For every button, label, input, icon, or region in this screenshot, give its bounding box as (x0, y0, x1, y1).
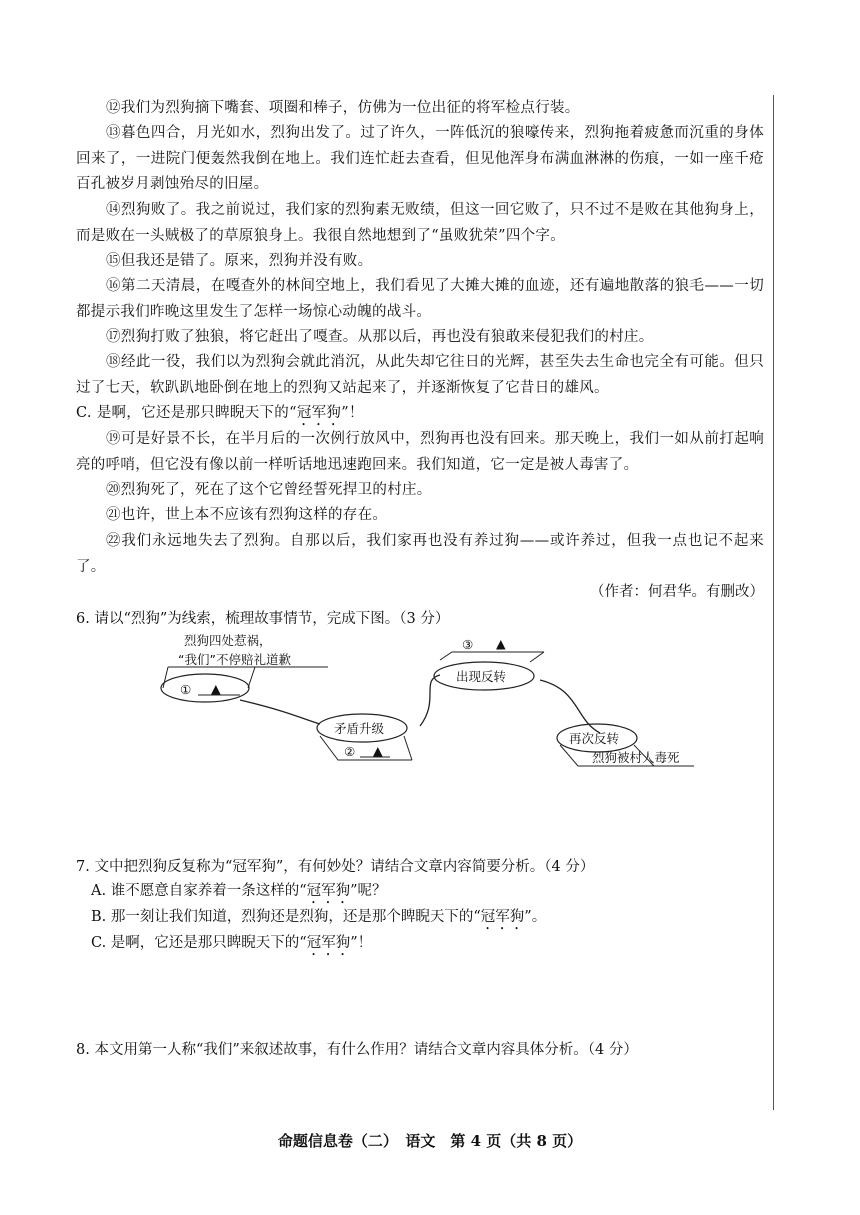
option-a-end: ”呢？ (350, 883, 387, 899)
question-6-prompt: 6. 请以“烈狗”为线索，梳理故事情节，完成下图。（3 分） (76, 611, 450, 627)
paragraph-17: ⑰烈狗打败了独狼，将它赶出了嘎查。从那以后，再也没有狼敢来侵犯我们的村庄。 (106, 329, 654, 345)
plot-line (240, 675, 600, 733)
page-footer: 命题信息卷（二） 语文 第 4 页（共 8 页） (277, 1132, 583, 1150)
question-8-prompt: 8. 本文用第一人称“我们”来叙述故事，有什么作用？请结合文章内容具体分析。（4 分） (76, 1042, 638, 1058)
paragraph-18: ⑱经此一役，我们以为烈狗会就此消沉，从此失却它往日的光辉，甚至失去生命也完全有可能。但只过了七天，软趴趴地卧倒在地上的烈狗又站起来了，并逐渐恢复了它昔日的雄风。 (76, 354, 764, 396)
q7-option-a (91, 880, 387, 907)
option-b-term: 冠军狗 (480, 909, 525, 925)
q7-option-b (91, 906, 546, 933)
author-credit: （作者：何君华。有删改） (590, 584, 764, 600)
node-1-number: ① (180, 682, 192, 697)
option-a-text: A. 谁不愿意自家养着一条这样的“ (91, 883, 307, 899)
paragraph-12: ⑫我们为烈狗摘下嘴套、项圈和棒子，仿佛为一位出征的将军检点行装。 (106, 100, 580, 116)
paragraph-13: ⑬暮色四合，月光如水，烈狗出发了。过了许久，一阵低沉的狼嚎传来，烈狗拖着疲惫而沉重的身体回来了，一进院门便轰然我倒在地上。我们连忙赶去查看，但见他浑身布满血淋淋的伤痕，一如一座千疮百孔被岁月剥蚀殆尽的旧屋。 (76, 125, 764, 192)
option-c-text: C. 是啊，它还是那只睥睨天下的“ (91, 935, 307, 951)
box4-label: 烈狗被村人毒死 (592, 750, 680, 765)
answer-2-triangle: ▲ (373, 743, 383, 758)
paragraph-16: ⑯第二天清晨，在嘎查外的林间空地上，我们看见了大摊大摊的血迹，还有遍地散落的狼毛——一切都提示我们昨晚这里发生了怎样一场惊心动魄的战斗。 (76, 278, 764, 320)
stage-3-label: 出现反转 (456, 669, 507, 684)
stage-2-label: 矛盾升级 (334, 721, 385, 736)
paragraph-22: ㉒我们永远地失去了烈狗。自那以后，我们家再也没有养过狗——或许养过，但我一点也记不起来了。 (76, 533, 764, 575)
option-c-term: 冠军狗 (306, 935, 351, 951)
box1-line1: 烈狗四处惹祸， (184, 633, 272, 648)
quote-text: C. 是啊，它还是那只睥睨天下的“ (76, 405, 297, 421)
paragraph-14: ⑭烈狗败了。我之前说过，我们家的烈狗素无败绩，但这一回它败了，只不过不是败在其他狗身上，而是败在一头贼极了的草原狼身上。我很自然地想到了“虽败犹荣”四个字。 (76, 202, 764, 244)
option-c-end: ”！ (350, 935, 373, 951)
quote-end: ”！ (341, 405, 364, 421)
q7-option-c (91, 932, 372, 959)
option-b-end: ”。 (524, 909, 547, 925)
node-3-number: ③ (462, 637, 474, 652)
paragraph-20: ⑳烈狗死了，死在了这个它曾经誓死捍卫的村庄。 (106, 482, 432, 498)
paragraph-19: ⑲可是好景不长，在半月后的一次例行放风中，烈狗再也没有回来。那天晚上，我们一如从前打起响亮的呼哨，但它没有像以前一样听话地迅速跑回来。我们知道，它一定是被人毒害了。 (76, 431, 764, 473)
node-1-ellipse (161, 674, 249, 702)
emphasized-term: 冠军狗 (296, 405, 342, 421)
paragraph-21: ㉑也许，世上本不应该有烈狗这样的存在。 (106, 507, 388, 523)
answer-3-triangle: ▲ (496, 636, 506, 651)
node-2-number: ② (344, 744, 356, 759)
option-a-term: 冠军狗 (306, 883, 351, 899)
option-b-text: B. 那一刻让我们知道，烈狗还是烈狗，还是那个睥睨天下的“ (91, 909, 481, 925)
paragraph-15: ⑮但我还是错了。原来，烈狗并没有败。 (106, 253, 373, 269)
question-7-prompt: 7. 文中把烈狗反复称为“冠军狗”，有何妙处？请结合文章内容简要分析。（4 分） (76, 859, 595, 875)
stage-4-label: 再次反转 (569, 731, 620, 746)
box1-line2: “我们”不停赔礼道歉 (178, 652, 291, 667)
answer-1-triangle: ▲ (211, 681, 221, 696)
